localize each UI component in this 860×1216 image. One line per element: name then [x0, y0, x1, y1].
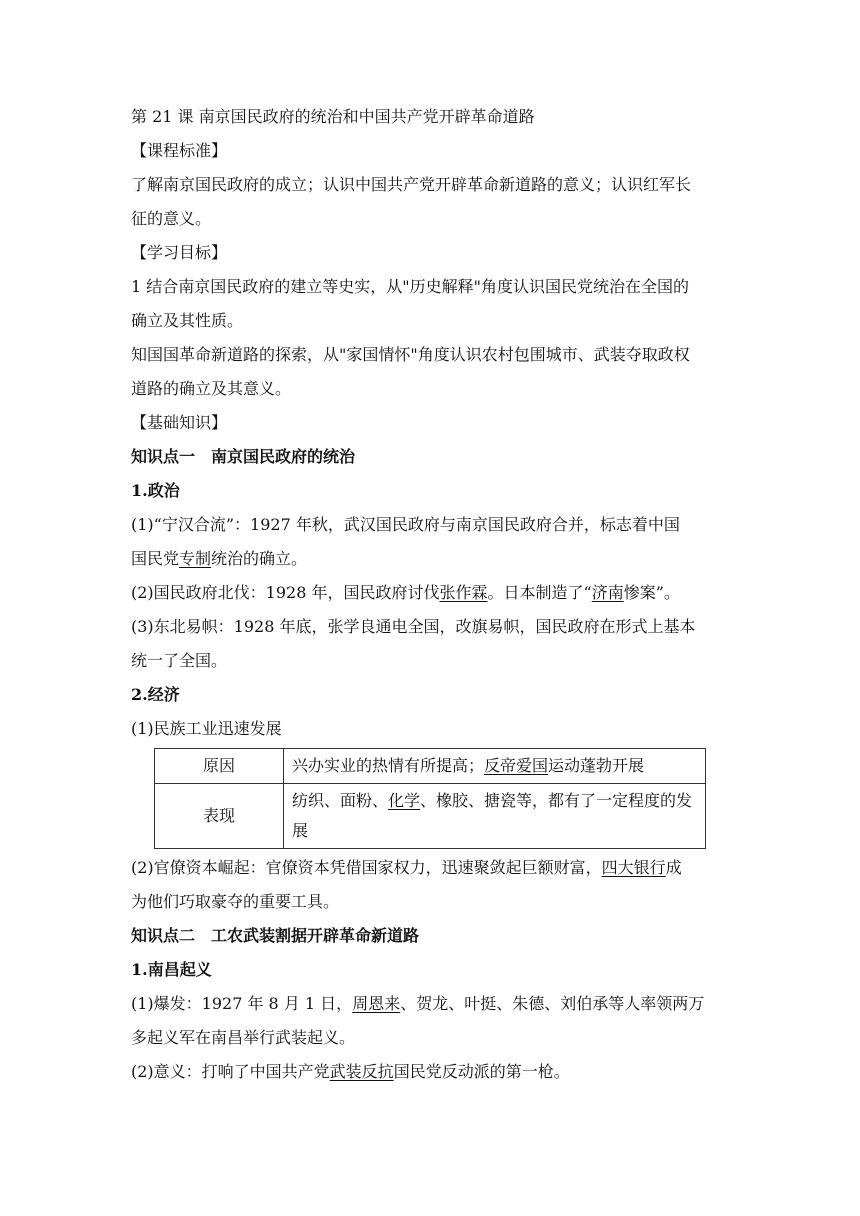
paragraph-text: 为他们巧取豪夺的重要工具。 — [131, 892, 340, 911]
table-cell-header: 原因 — [155, 749, 284, 784]
section-heading-basics: 【基础知识】 — [131, 413, 228, 432]
paragraph-text: 知国国革命新道路的探索，从"家国情怀"角度认识农村包围城市、武装夺取政权 — [131, 345, 690, 364]
paragraph-text: 道路的确立及其意义。 — [131, 379, 292, 398]
subsection-heading: 1.南昌起义 — [131, 960, 212, 979]
table-cell: 纺织、面粉、化学、橡胶、搪瓷等，都有了一定程度的发展 — [284, 784, 706, 849]
paragraph-text: 了解南京国民政府的成立；认识中国共产党开辟革命新道路的意义；认识红军长 — [131, 175, 692, 194]
document-page — [131, 100, 731, 1089]
knowledge-point-title: 知识点一 南京国民政府的统治 — [131, 447, 356, 466]
underlined-term: 济南 — [591, 583, 624, 602]
table-row — [155, 784, 706, 849]
section-heading-goals: 【学习目标】 — [131, 243, 228, 262]
table-cell: 兴办实业的热情有所提高；反帝爱国运动蓬勃开展 — [284, 749, 706, 784]
paragraph-text: (2)国民政府北伐：1928 年，国民政府讨伐张作霖。日本制造了“济南惨案”。 — [131, 583, 680, 602]
paragraph-text: 确立及其性质。 — [131, 311, 244, 330]
paragraph-text: (2)意义：打响了中国共产党武装反抗国民党反动派的第一枪。 — [131, 1062, 570, 1081]
paragraph-text: 多起义军在南昌举行武装起义。 — [131, 1028, 356, 1047]
underlined-term: 张作霖 — [439, 583, 488, 602]
knowledge-point-title: 知识点二 工农武装割据开辟革命新道路 — [131, 926, 420, 945]
paragraph-text: 征的意义。 — [131, 209, 212, 228]
underlined-term: 反帝爱国 — [484, 756, 549, 775]
paragraph-text: 统一了全国。 — [131, 651, 228, 670]
paragraph-text: (3)东北易帜：1928 年底，张学良通电全国，改旗易帜，国民政府在形式上基本 — [131, 617, 696, 636]
underlined-term: 四大银行 — [601, 858, 666, 877]
paragraph-text: 1 结合南京国民政府的建立等史实，从"历史解释"角度认识国民党统治在全国的 — [131, 277, 689, 296]
paragraph-text: (1)爆发：1927 年 8 月 1 日，周恩来、贺龙、叶挺、朱德、刘伯承等人率领两万 — [131, 994, 705, 1013]
underlined-term: 化学 — [388, 791, 421, 810]
industry-table — [154, 748, 706, 849]
subsection-heading: 2.经济 — [131, 685, 180, 704]
paragraph-text: (2)官僚资本崛起：官僚资本凭借国家权力，迅速聚敛起巨额财富，四大银行成 — [131, 858, 682, 877]
paragraph-text: (1)民族工业迅速发展 — [131, 719, 282, 738]
underlined-term: 武装反抗 — [329, 1062, 394, 1081]
paragraph-text: 国民党专制统治的确立。 — [131, 549, 308, 568]
section-heading-standard: 【课程标准】 — [131, 141, 228, 160]
table-row — [155, 749, 706, 784]
underlined-term: 周恩来 — [352, 994, 401, 1013]
lesson-title: 第 21 课 南京国民政府的统治和中国共产党开辟革命道路 — [131, 107, 535, 126]
paragraph-text: (1)“宁汉合流”：1927 年秋，武汉国民政府与南京国民政府合并，标志着中国 — [131, 515, 680, 534]
underlined-term: 专制 — [179, 549, 212, 568]
subsection-heading: 1.政治 — [131, 481, 180, 500]
table-cell-header: 表现 — [155, 784, 284, 849]
